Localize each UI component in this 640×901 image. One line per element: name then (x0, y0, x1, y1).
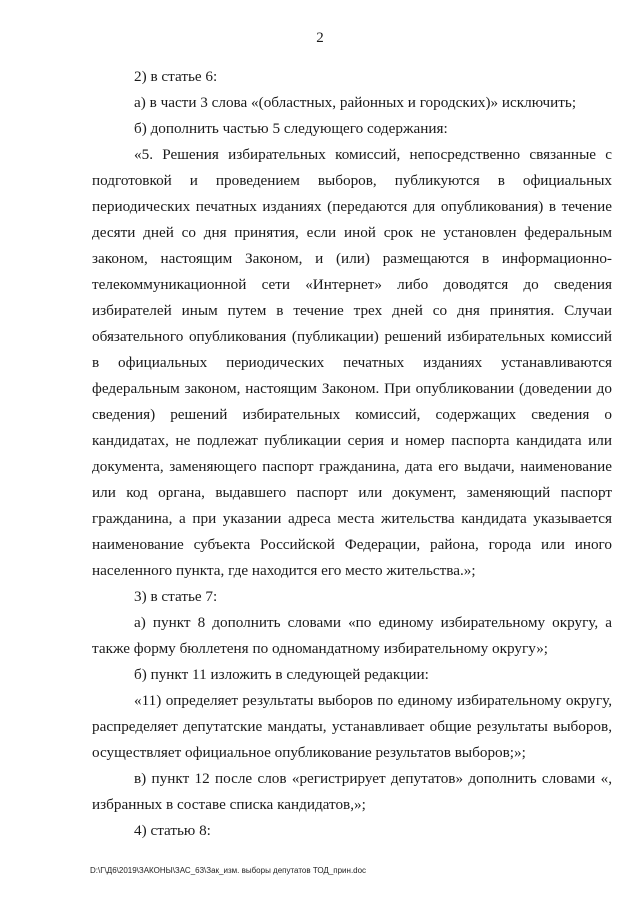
document-body (92, 64, 612, 844)
paragraph-7b: б) пункт 11 изложить в следующей редакции: (134, 666, 429, 683)
paragraph-6b: б) дополнить частью 5 следующего содержания: (134, 120, 448, 137)
paragraph-6a: а) в части 3 слова «(областных, районных и городских)» исключить; (134, 94, 577, 111)
paragraph-part-5-text: «5. Решения избирательных комиссий, непосредственно связанные с подготовкой и проведением выборов, публикуются в официальных периодических печатных изданиях (передаются для опубликования) в течение десяти дней со дня принятия, если иной срок не установлен федеральным законом, настоящим Законом, и (или) размещаются в информационно-телекоммуникационной сети «Интернет» либо доводятся до сведения избирателей иным путем в течение трех дней со дня принятия. Случаи обязательного опубликования (публикации) решений избирательных комиссий в официальных периодических печатных изданиях устанавливаются федеральным законом, настоящим Законом. При опубликовании (доведении до сведения) решений избирательных комиссий, содержащих сведения о кандидатах, не подлежат публикации серия и номер паспорта кандидата или документа, заменяющего паспорт гражданина, дата его выдачи, наименование или код органа, выдавшего паспорт или документ, заменяющий паспорт гражданина, а при указании адреса места жительства кандидата указывается наименование субъекта Российской Федерации, района, города или иного населенного пункта, где находится его место жительства.»; (92, 146, 612, 579)
page-number: 2 (316, 30, 324, 46)
paragraph-7a: а) пункт 8 дополнить словами «по единому избирательному округу, а также форму бюллетеня по одномандатному избирательному округу»; (92, 614, 612, 657)
paragraph-7v: в) пункт 12 после слов «регистрирует депутатов» дополнить словами «, избранных в составе списка кандидатов,»; (92, 770, 612, 813)
paragraph-article-8: 4) статью 8: (134, 822, 211, 839)
paragraph-article-7: 3) в статье 7: (134, 588, 218, 605)
paragraph-article-6: 2) в статье 6: (134, 68, 218, 85)
paragraph-item-11-text: «11) определяет результаты выборов по единому избирательному округу, распределяет депутатские мандаты, устанавливает общие результаты выборов, осуществляет официальное опубликование результатов выборов;»; (92, 692, 612, 761)
file-path-footer: D:\Г\Д6\2019\ЗАКОНЫ\ЗАС_63\Зак_изм. выборы депутатов ТОД_прин.doc (90, 866, 367, 875)
